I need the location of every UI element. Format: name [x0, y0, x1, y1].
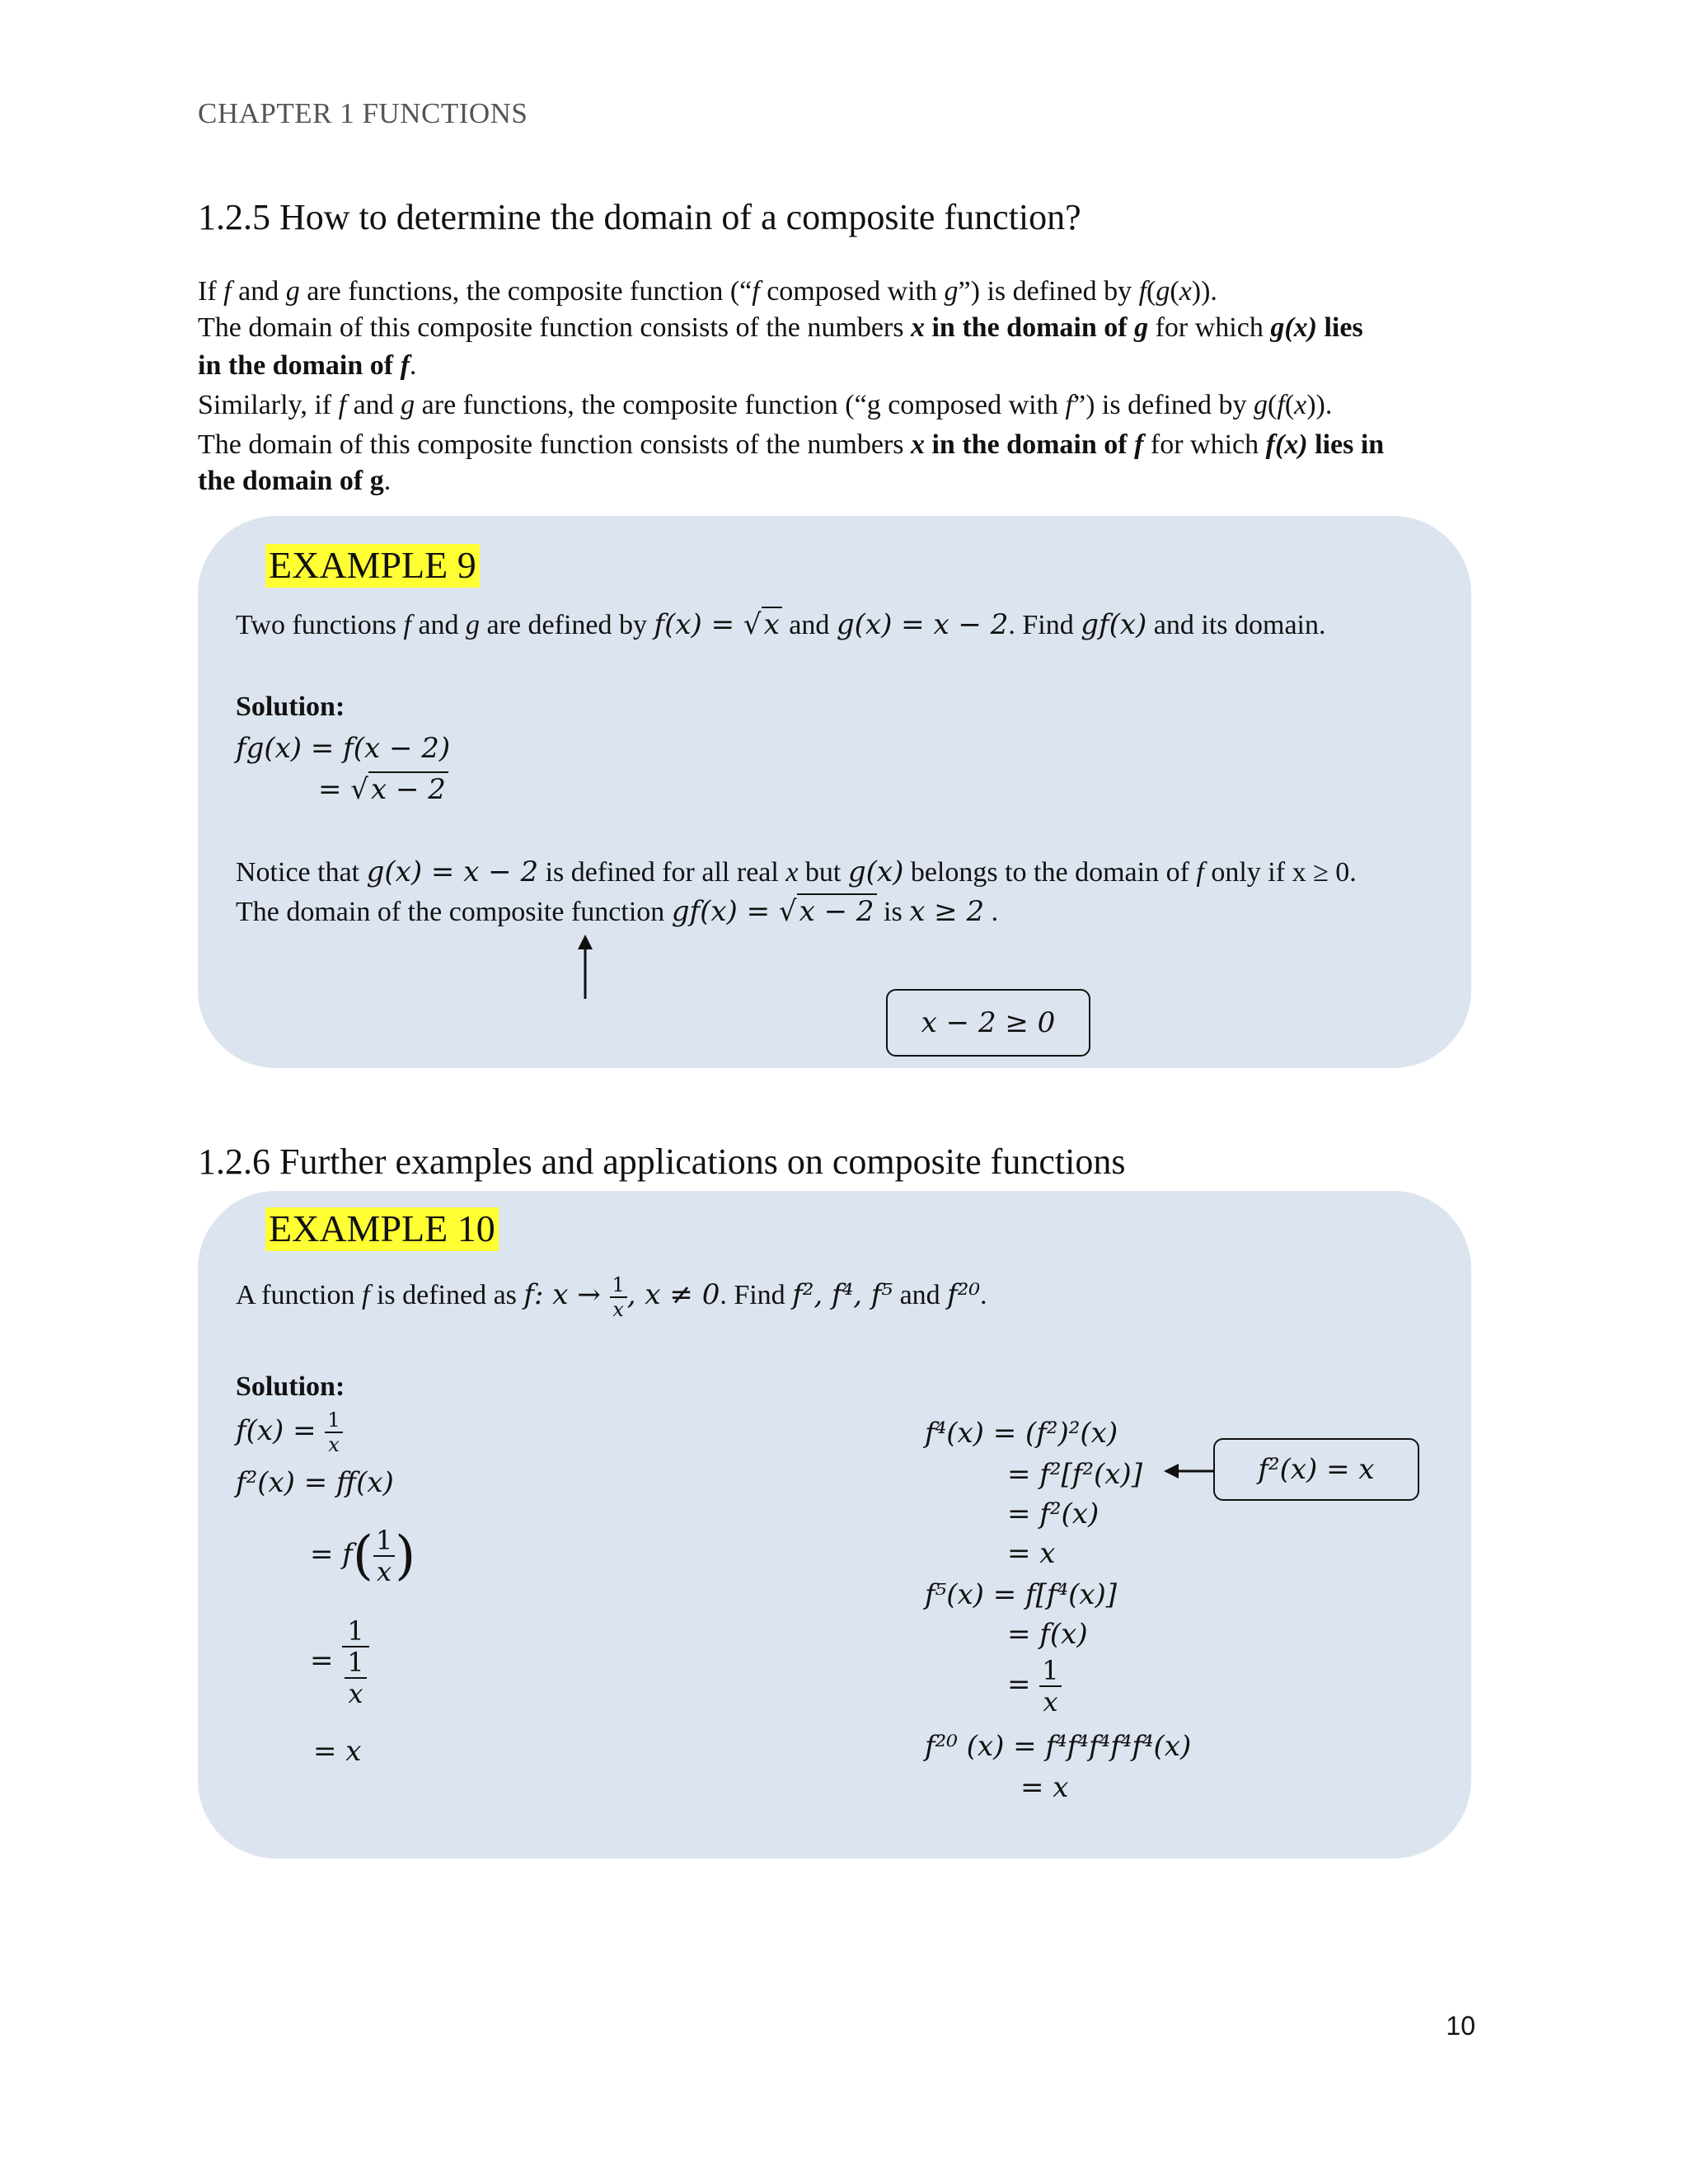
example-9-notice-line-2: The domain of the composite function gf(x) = √x − 2 is x ≥ 2 .	[236, 895, 999, 928]
section-title-1-2-5: 1.2.5 How to determine the domain of a composite function?	[198, 197, 1081, 237]
example-10-solution-label: Solution:	[236, 1371, 345, 1402]
chapter-header: CHAPTER 1 FUNCTIONS	[198, 97, 528, 129]
example-10-right-step-7: = $\frac{1}{x}$	[1007, 1657, 1062, 1715]
example-10-label: EXAMPLE 10	[265, 1207, 499, 1251]
example-10-right-step-2: = f²[f²(x)]	[1007, 1458, 1142, 1491]
paragraph-line-2: The domain of this composite function consists of the numbers x in the domain of g for which g(x) lies	[198, 312, 1363, 343]
example-10-right-step-1: f⁴(x) = (f²)²(x)	[925, 1417, 1118, 1450]
example-10-right-step-8: f²⁰ (x) = f⁴f⁴f⁴f⁴f⁴(x)	[925, 1730, 1192, 1763]
example-10-right-step-6: = f(x)	[1007, 1618, 1088, 1651]
example-10-identity-box: f²(x) = x	[1213, 1438, 1419, 1501]
section-title-1-2-6: 1.2.6 Further examples and applications on composite functions	[198, 1141, 1126, 1182]
example-9-solution-label: Solution:	[236, 691, 345, 722]
example-10-right-step-4: = x	[1007, 1537, 1056, 1570]
up-arrow-icon	[575, 933, 595, 999]
paragraph-line-5: The domain of this composite function consists of the numbers x in the domain of f for which f(x) lies in	[198, 429, 1385, 460]
example-9-panel	[198, 516, 1471, 1068]
example-9-question: Two functions f and g are defined by f(x) = √x and g(x) = x − 2. Find gf(x) and its domain.	[236, 608, 1326, 641]
example-10-right-step-3: = f²(x)	[1007, 1497, 1100, 1530]
example-9-notice-line-1: Notice that g(x) = x − 2 is defined for all real x but g(x) belongs to the domain of f only if x ≥ 0.	[236, 855, 1357, 888]
example-10-left-step-4: = $\frac{1}{\frac{1}{x}}$	[310, 1618, 369, 1707]
example-9-condition-box: x − 2 ≥ 0	[886, 989, 1090, 1057]
paragraph-line-4: Similarly, if f and g are functions, the composite function (“g composed with f”) is defined by g(f(x)).	[198, 390, 1333, 420]
paragraph-line-6: the domain of g.	[198, 466, 392, 496]
page-number: 10	[1446, 2011, 1475, 2041]
paragraph-line-3: in the domain of f.	[198, 350, 417, 381]
example-10-right-step-9: = x	[1020, 1771, 1069, 1804]
example-10-panel	[198, 1191, 1471, 1858]
example-10-left-step-1: f(x) = $\frac{1}{x}$	[236, 1410, 343, 1455]
left-arrow-icon	[1162, 1455, 1213, 1488]
example-10-left-step-3: = f( $\frac{1}{x}$ )	[310, 1525, 416, 1587]
example-10-right-step-5: f⁵(x) = f[f⁴(x)]	[925, 1578, 1118, 1611]
example-9-step-2: = √x − 2	[318, 773, 448, 807]
paragraph-line-1: If f and g are functions, the composite function (“f composed with g”) is defined by f(g(x)).	[198, 276, 1217, 307]
example-9-step-1: fg(x) = f(x − 2)	[236, 732, 451, 765]
example-10-left-step-2: f²(x) = ff(x)	[236, 1466, 394, 1499]
example-9-label: EXAMPLE 9	[265, 544, 480, 588]
example-10-question: A function f is defined as f: x → $\frac{1}{x}$ , x ≠ 0. Find f², f⁴, f⁵ and f²⁰.	[236, 1273, 987, 1321]
example-10-left-step-5: = x	[313, 1735, 362, 1768]
